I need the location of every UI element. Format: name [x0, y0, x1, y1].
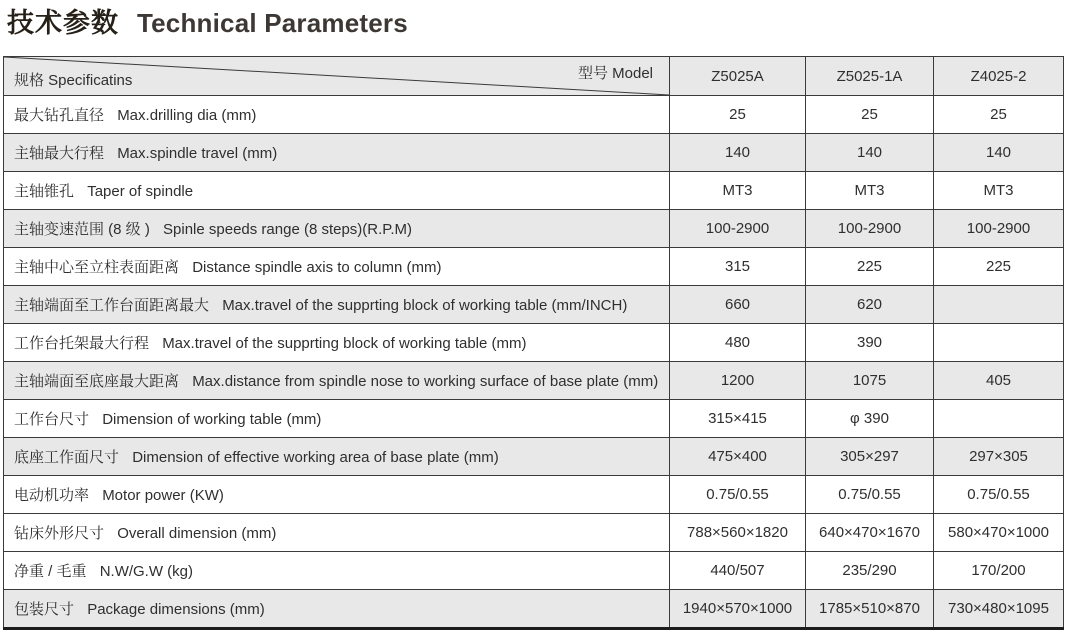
table-row	[4, 400, 1064, 438]
page-title-zh: 技术参数	[7, 8, 119, 38]
spec-label-cell	[4, 514, 670, 552]
value-cell: 315×415	[670, 400, 806, 438]
spec-label-zh: 包装尺寸	[14, 601, 75, 618]
value-cell: 100-2900	[934, 210, 1064, 248]
spec-label-en: Dimension of working table (mm)	[102, 411, 322, 428]
value-cell: 440/507	[670, 552, 806, 590]
spec-label-en: Motor power (KW)	[102, 487, 224, 504]
value-cell: 100-2900	[670, 210, 806, 248]
model-column-header: Z5025A	[670, 57, 806, 96]
technical-parameters-table	[3, 56, 1064, 630]
spec-label-cell	[4, 172, 670, 210]
value-cell: 25	[806, 96, 934, 134]
value-cell: 25	[934, 96, 1064, 134]
header-row	[4, 57, 1064, 96]
value-cell: 315	[670, 248, 806, 286]
value-cell: 170/200	[934, 552, 1064, 590]
table-row	[4, 96, 1064, 134]
model-column-header: Z4025-2	[934, 57, 1064, 96]
value-cell: 140	[806, 134, 934, 172]
spec-label-zh: 主轴中心至立柱表面距离	[14, 259, 180, 276]
spec-label-cell	[4, 438, 670, 476]
value-cell: 580×470×1000	[934, 514, 1064, 552]
value-cell: 1940×570×1000	[670, 590, 806, 629]
table-row	[4, 324, 1064, 362]
corner-header-cell	[4, 57, 670, 96]
spec-label-en: Distance spindle axis to column (mm)	[192, 259, 442, 276]
spec-label-cell	[4, 96, 670, 134]
table-row	[4, 286, 1064, 324]
value-cell: 0.75/0.55	[806, 476, 934, 514]
table-row	[4, 210, 1064, 248]
value-cell: MT3	[670, 172, 806, 210]
table-row	[4, 248, 1064, 286]
spec-label-zh: 主轴端面至底座最大距离	[14, 373, 180, 390]
model-label: 型号 Model	[577, 65, 653, 82]
spec-label-en: Max.drilling dia (mm)	[117, 107, 257, 124]
spec-label-zh: 主轴锥孔	[14, 183, 75, 200]
value-cell: 305×297	[806, 438, 934, 476]
spec-label-cell	[4, 552, 670, 590]
value-cell	[934, 286, 1064, 324]
model-column-header: Z5025-1A	[806, 57, 934, 96]
spec-label-cell	[4, 134, 670, 172]
value-cell: 140	[670, 134, 806, 172]
spec-label-cell	[4, 400, 670, 438]
spec-label-zh: 工作台尺寸	[14, 411, 90, 428]
spec-label-zh: 钻床外形尺寸	[14, 525, 105, 542]
spec-label-en: Max.travel of the supprting block of working table (mm/INCH)	[222, 297, 628, 314]
value-cell: 0.75/0.55	[670, 476, 806, 514]
spec-label-en: Taper of spindle	[87, 183, 194, 200]
value-cell: 1075	[806, 362, 934, 400]
spec-label-en: Spinle speeds range (8 steps)(R.P.M)	[163, 221, 413, 238]
table-row	[4, 438, 1064, 476]
spec-label-zh: 电动机功率	[14, 487, 90, 504]
value-cell: 225	[806, 248, 934, 286]
value-cell: 480	[670, 324, 806, 362]
spec-label-zh: 工作台托架最大行程	[14, 335, 150, 352]
spec-label-cell	[4, 210, 670, 248]
value-cell: 730×480×1095	[934, 590, 1064, 629]
spec-label-en: Max.spindle travel (mm)	[117, 145, 278, 162]
table-row	[4, 134, 1064, 172]
table-row	[4, 514, 1064, 552]
value-cell: 140	[934, 134, 1064, 172]
value-cell: 1785×510×870	[806, 590, 934, 629]
spec-label-en: N.W/G.W (kg)	[99, 563, 194, 580]
spec-label-en: Overall dimension (mm)	[117, 525, 277, 542]
spec-label-zh: 主轴变速范围 (8 级 )	[14, 221, 150, 238]
table-row	[4, 552, 1064, 590]
spec-label-cell	[4, 324, 670, 362]
table-row	[4, 362, 1064, 400]
value-cell: 788×560×1820	[670, 514, 806, 552]
spec-label-zh: 净重 / 毛重	[14, 563, 87, 580]
value-cell: MT3	[806, 172, 934, 210]
spec-label-zh: 底座工作面尺寸	[14, 449, 120, 466]
value-cell: 405	[934, 362, 1064, 400]
spec-label-en: Max.distance from spindle nose to working surface of base plate (mm)	[192, 373, 659, 390]
specifications-label: 规格 Specificatins	[14, 72, 133, 89]
spec-label-cell	[4, 286, 670, 324]
value-cell: 660	[670, 286, 806, 324]
spec-label-en: Package dimensions (mm)	[87, 601, 265, 618]
value-cell	[934, 324, 1064, 362]
page-title-en: Technical Parameters	[137, 8, 408, 38]
value-cell: φ 390	[806, 400, 934, 438]
value-cell: 1200	[670, 362, 806, 400]
spec-label-en: Dimension of effective working area of base plate (mm)	[132, 449, 499, 466]
table-row	[4, 590, 1064, 629]
value-cell: MT3	[934, 172, 1064, 210]
value-cell: 640×470×1670	[806, 514, 934, 552]
value-cell: 297×305	[934, 438, 1064, 476]
value-cell: 235/290	[806, 552, 934, 590]
spec-label-zh: 最大钻孔直径	[14, 107, 105, 124]
spec-label-cell	[4, 590, 670, 629]
page-title	[0, 0, 1067, 49]
value-cell: 390	[806, 324, 934, 362]
value-cell: 225	[934, 248, 1064, 286]
value-cell: 475×400	[670, 438, 806, 476]
spec-label-zh: 主轴最大行程	[14, 145, 105, 162]
table-row	[4, 476, 1064, 514]
spec-label-en: Max.travel of the supprting block of working table (mm)	[162, 335, 527, 352]
value-cell	[934, 400, 1064, 438]
value-cell: 0.75/0.55	[934, 476, 1064, 514]
spec-label-cell	[4, 248, 670, 286]
value-cell: 100-2900	[806, 210, 934, 248]
spec-label-cell	[4, 362, 670, 400]
spec-label-cell	[4, 476, 670, 514]
value-cell: 620	[806, 286, 934, 324]
spec-label-zh: 主轴端面至工作台面距离最大	[14, 297, 210, 314]
value-cell: 25	[670, 96, 806, 134]
table-row	[4, 172, 1064, 210]
